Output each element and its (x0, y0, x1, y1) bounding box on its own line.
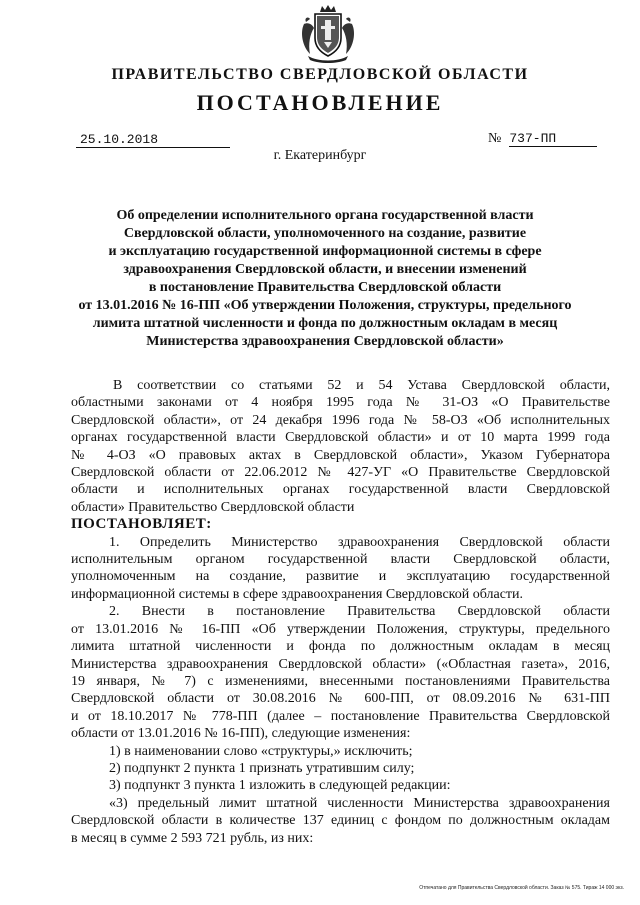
title-line: Свердловской области, уполномоченного на создание, развитие (123, 226, 527, 241)
number-sign: № (488, 131, 502, 146)
preamble-line: В соответствии со статьями 52 и 54 Устава Свердловской области, (113, 378, 610, 393)
resolves-heading: ПОСТАНОВЛЯЕТ: (71, 516, 212, 533)
item2-line: 2. Внести в постановление Правительства Свердловской области (109, 604, 610, 620)
preamble-line: области» Правительство Свердловской области (71, 499, 355, 515)
title-line: Министерства здравоохранения Свердловской области» (146, 334, 504, 349)
city-line: г. Екатеринбург (273, 148, 367, 163)
coat-of-arms-emblem (298, 4, 358, 64)
document-type-heading: ПОСТАНОВЛЕНИЕ (196, 90, 444, 115)
preamble-line: № 4-ОЗ «О правовых актах в Свердловской области», Указом Губернатора (71, 447, 610, 463)
title-line: и эксплуатацию государственной информационной системы в сфере (108, 244, 542, 259)
document-body (71, 377, 610, 847)
title-line: Об определении исполнительного органа государственной власти (116, 208, 534, 223)
preamble-line: областными законами от 4 ноября 1995 года № 31-ОЗ «О Правительстве (71, 395, 610, 411)
preamble-line: Свердловской области от 22.06.2012 № 427-УГ «О Правительстве Свердловской (71, 465, 610, 481)
document-date: 25.10.2018 (76, 132, 230, 148)
title-line: в постановление Правительства Свердловской области (148, 280, 502, 295)
item1-line: уполномоченным на создание, развитие и эксплуатацию государственной (71, 569, 610, 585)
item1-line: 1. Определить Министерство здравоохранения Свердловской области (109, 534, 610, 550)
document-number-block (488, 131, 597, 147)
organization-heading: ПРАВИТЕЛЬСТВО СВЕРДЛОВСКОЙ ОБЛАСТИ (111, 66, 529, 83)
subitem-line: 1) в наименовании слово «структуры,» исключить; (109, 743, 413, 759)
document-title (60, 207, 590, 351)
item2-line: лимита штатной численности и фонда по должностным окладам в месяц (71, 639, 610, 655)
subitem-line: 2) подпункт 2 пункта 1 признать утратившим силу; (109, 760, 415, 776)
title-line: лимита штатной численности и фонда по должностным окладам в месяц (92, 316, 558, 331)
preamble-line: области и исполнительных органах государственной власти Свердловской (71, 482, 610, 498)
document-number: 737-ПП (509, 131, 597, 147)
item1-line: информационной системы в сфере здравоохранения Свердловской области. (71, 586, 524, 602)
item2-line: от 13.01.2016 № 16-ПП «Об утверждении Положения, структуры, предельного (71, 621, 610, 637)
item2-line: Министерства здравоохранения Свердловской области» («Областная газета», 2016, (71, 656, 610, 672)
title-line: здравоохранения Свердловской области, и внесении изменений (123, 262, 527, 277)
item2-line: Свердловской области от 30.08.2016 № 600-ПП, от 08.09.2016 № 631-ПП (71, 691, 610, 707)
item1-line: исполнительным органом государственной власти Свердловской области, (71, 552, 610, 568)
item2-line: области от 13.01.2016 № 16-ПП), следующие изменения: (71, 726, 411, 742)
subitem-line: 3) подпункт 3 пункта 1 изложить в следующей редакции: (109, 778, 451, 794)
item2-line: 19 января, № 7) с изменениями, внесенными постановлениями Правительства (71, 673, 610, 689)
print-note: Отпечатано для Правительства Свердловской области. Заказ № 575. Тираж 14 000 экз. (419, 885, 624, 891)
title-line: от 13.01.2016 № 16-ПП «Об утверждении Положения, структуры, предельного (78, 298, 572, 313)
preamble-line: органах государственной власти Свердловской области» и от 10 марта 1999 года (71, 430, 610, 446)
quote-line: Свердловской области в количестве 137 единиц с фондом по должностным окладам (71, 813, 610, 829)
quote-line: в месяц в сумме 2 593 721 рубль, из них: (71, 830, 314, 846)
item2-line: и от 18.10.2017 № 778-ПП (далее – постановление Правительства Свердловской (71, 708, 610, 724)
preamble-line: Свердловской области», от 24 декабря 1996 года № 58-ОЗ «Об исполнительных (71, 412, 610, 428)
quote-line: «3) предельный лимит штатной численности Министерства здравоохранения (109, 795, 610, 811)
